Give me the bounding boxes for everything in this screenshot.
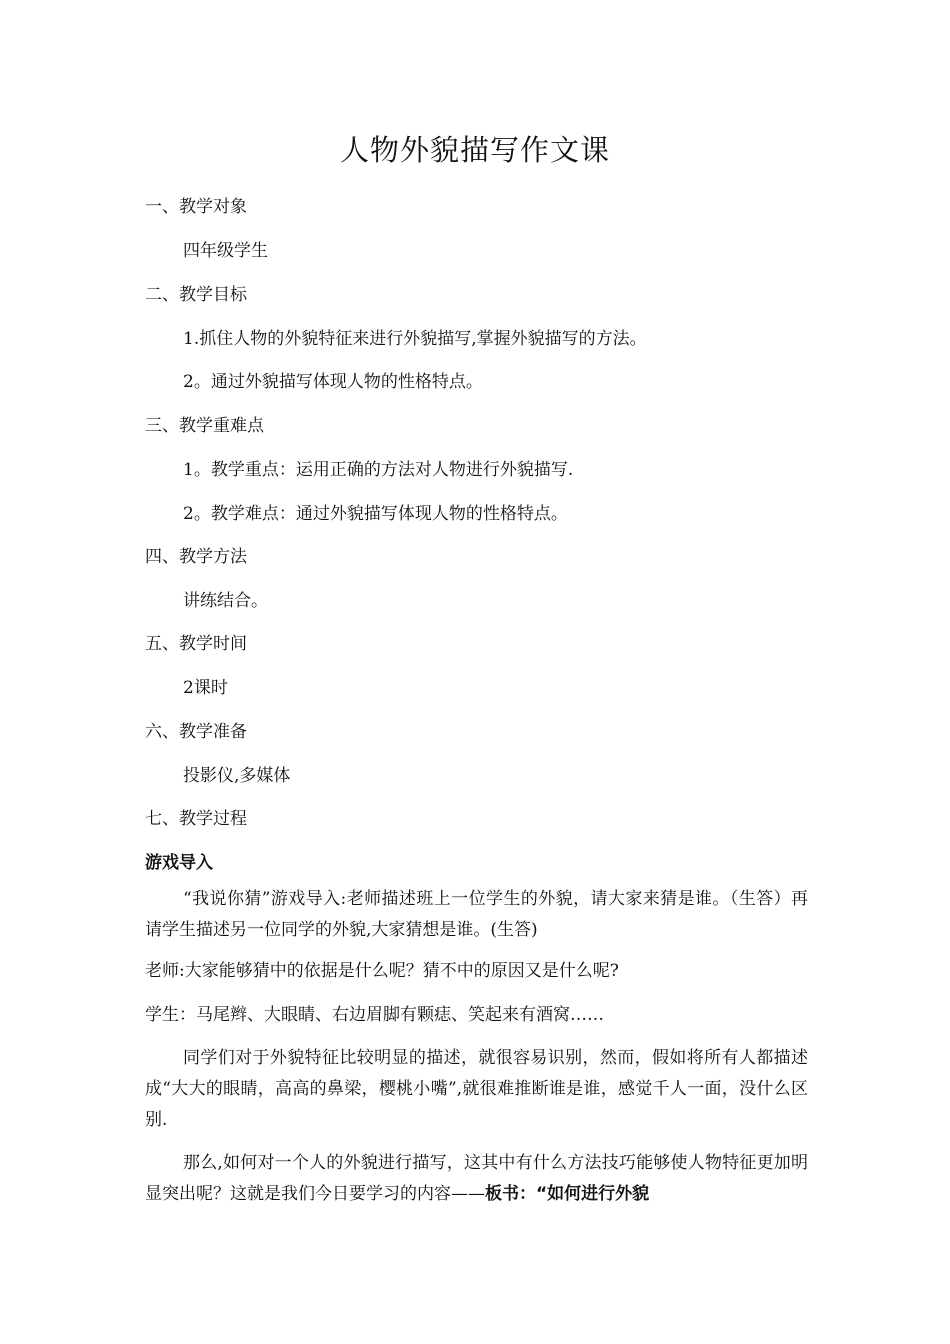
goal-item-1: 1.抓住人物的外貌特征来进行外貌描写,掌握外貌描写的方法。: [183, 329, 647, 349]
section-heading-target: 一、教学对象: [145, 197, 247, 217]
goal-item-2: 2。通过外貌描写体现人物的性格特点。: [183, 372, 483, 392]
keypoint-item-1: 1。教学重点：运用正确的方法对人物进行外貌描写.: [183, 460, 574, 480]
keypoint-item-2: 2。教学难点：通过外貌描写体现人物的性格特点。: [183, 504, 568, 524]
section-heading-keypoints: 三、教学重难点: [145, 416, 264, 436]
process-paragraph-2: 同学们对于外貌特征比较明显的描述，就很容易识别，然而，假如将所有人都描述成“大大的眼睛，高高的鼻梁，樱桃小嘴”,就很难推断谁是谁，感觉千人一面，没什么区别.: [145, 1048, 808, 1130]
process-paragraph-3: [145, 1148, 808, 1210]
process-subheading: 游戏导入: [145, 853, 213, 873]
section-heading-method: 四、教学方法: [145, 547, 247, 567]
section-body-target: 四年级学生: [183, 241, 268, 261]
section-heading-time: 五、教学时间: [145, 634, 247, 654]
student-line: 学生：马尾辫、大眼睛、右边眉脚有颗痣、笑起来有酒窝……: [145, 1005, 604, 1025]
section-heading-preparation: 六、教学准备: [145, 722, 247, 742]
blackboard-note: 板书：“如何进行外貌: [485, 1184, 650, 1204]
paragraph-3-text: 那么,如何对一个人的外貌进行描写，这其中有什么方法技巧能够使人物特征更加明显突出呢？这就是我们今日要学习的内容——: [145, 1153, 808, 1204]
document-title: 人物外貌描写作文课: [339, 133, 610, 167]
section-body-preparation: 投影仪,多媒体: [183, 766, 291, 786]
teacher-line: 老师:大家能够猜中的依据是什么呢？猜不中的原因又是什么呢?: [145, 961, 619, 981]
section-body-time: 2课时: [183, 678, 228, 698]
section-heading-goals: 二、教学目标: [145, 285, 247, 305]
process-paragraph-1: “我说你猜”游戏导入:老师描述班上一位学生的外貌，请大家来猜是谁。（生答）再请学生描述另一位同学的外貌,大家猜想是谁。(生答): [145, 889, 808, 940]
section-body-method: 讲练结合。: [183, 591, 268, 611]
section-heading-process: 七、教学过程: [145, 809, 247, 829]
